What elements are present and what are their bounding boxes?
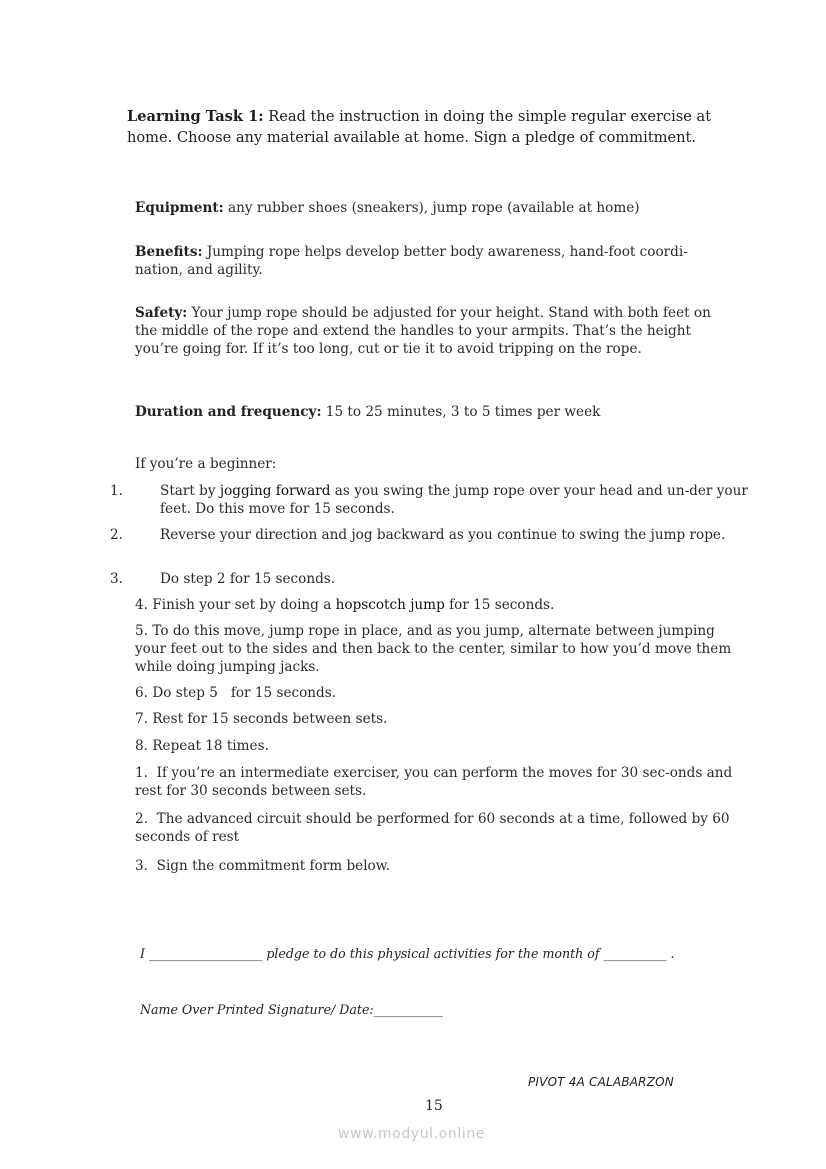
- beginner-step-8: 8. Repeat 18 times.: [135, 738, 269, 754]
- watermark: www.modyul.online: [338, 1126, 486, 1142]
- beginner-step-2: 2. Reverse your direction and jog backward as you continue to swing the jump rope.: [110, 527, 726, 543]
- signature-line[interactable]: Name Over Printed Signature/ Date:___________: [140, 1002, 443, 1017]
- beginner-step-3: 3. Do step 2 for 15 seconds.: [110, 571, 336, 587]
- benefits-text: Jumping rope helps develop better body awareness, hand-foot coordi-nation, and agility.: [135, 244, 688, 278]
- learning-task-intro: [127, 106, 737, 148]
- hopscotch-jump-term: hopscotch jump: [335, 597, 445, 613]
- safety-text: Your jump rope should be adjusted for your height. Stand with both feet on the middle of the rope and extend the handles to your armpits. That’s the height you’re going for. If it’s too long, cut or tie it to avoid tripping on the rope.: [135, 305, 711, 357]
- level-advanced: 2. The advanced circuit should be performed for 60 seconds at a time, followed by 60 seconds of rest: [135, 811, 730, 845]
- pledge-statement[interactable]: I __________________ pledge to do this physical activities for the month of __________ .: [140, 946, 675, 961]
- beginner-step-6: 6. Do step 5 for 15 seconds.: [135, 685, 337, 701]
- level-intermediate: 1. If you’re an intermediate exerciser, you can perform the moves for 30 sec-onds and rest for 30 seconds between sets.: [135, 765, 733, 799]
- beginner-step-4: 4. Finish your set by doing a hopscotch jump for 15 seconds.: [135, 597, 555, 613]
- duration-label: Duration and frequency:: [135, 404, 322, 420]
- safety-label: Safety:: [135, 305, 188, 321]
- jogging-forward-term: jogging forward: [219, 483, 331, 499]
- beginner-step-7: 7. Rest for 15 seconds between sets.: [135, 711, 388, 727]
- learning-task-label: Learning Task 1:: [127, 108, 264, 125]
- level-sign-form: 3. Sign the commitment form below.: [135, 858, 391, 874]
- equipment-label: Equipment:: [135, 200, 224, 216]
- benefits-section: [135, 243, 735, 279]
- learning-task-text: Read the instruction in doing the simple regular exercise at home. Choose any material available at home. Sign a pledge of commitment.: [127, 108, 712, 146]
- duration-text: 15 to 25 minutes, 3 to 5 times per week: [321, 404, 601, 420]
- equipment-section: [135, 199, 735, 217]
- benefits-label: Benefits:: [135, 244, 203, 260]
- beginner-step-5: 5. To do this move, jump rope in place, and as you jump, alternate between jumping your feet out to the sides and then back to the center, similar to how you’d move them while doing jumping jacks.: [135, 623, 732, 675]
- page-number: 15: [425, 1098, 443, 1114]
- beginner-step-1: 1. Start by jogging forward as you swing the jump rope over your head and un-der your feet. Do this move for 15 seconds.: [110, 483, 748, 517]
- duration-section: [135, 403, 735, 421]
- equipment-text: any rubber shoes (sneakers), jump rope (available at home): [223, 200, 640, 216]
- footer-brand: PIVOT 4A CALABARZON: [528, 1075, 674, 1089]
- beginner-heading: If you’re a beginner:: [135, 456, 277, 472]
- safety-section: [135, 304, 735, 358]
